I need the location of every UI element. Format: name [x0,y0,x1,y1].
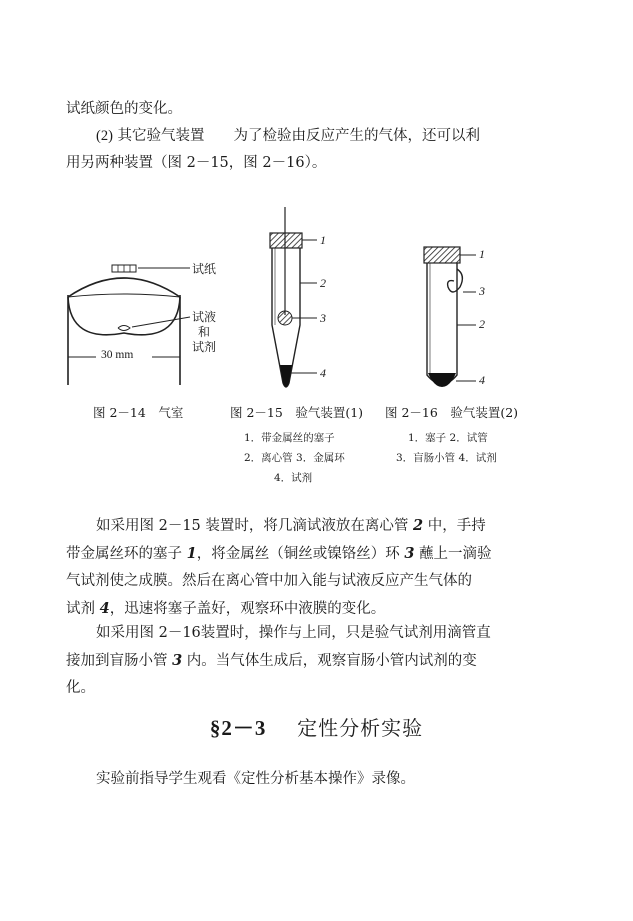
body-2-line-3: 化。 [66,680,95,696]
text: 接加到盲肠小管 [66,653,173,669]
body-1-line-4 [66,595,536,623]
fig-2-15-num-1: 1 [320,233,326,247]
fig-2-16-device [410,235,500,400]
closing-paragraph [66,766,536,793]
section-number: §2－3 [209,716,267,740]
body-paragraph-2 [66,620,536,702]
item-number: (2) [96,128,113,144]
text: 内。当气体生成后，观察盲肠小管内试剂的变 [182,653,477,669]
label-and: 和 [198,325,211,339]
text: 中，手持 [423,518,486,534]
closing-line: 实验前指导学生观看《定性分析基本操作》录像。 [96,771,415,787]
ref-pocket-3: 3 [172,652,183,669]
ref-tube-2: 2 [413,517,424,534]
text: ，迅速将塞子盖好，观察环中液膜的变化。 [109,601,386,617]
fig-2-15-num-2: 2 [320,276,326,290]
fig-2-15-device [255,205,345,400]
fig-2-14-caption: 图 2－14 气室 [93,405,184,420]
fig-2-16-num-3: 3 [479,284,485,298]
fig-2-15-legend-3: 4．试剂 [274,472,313,484]
fig-2-15-legend-1: 1．带金属丝的塞子 [244,432,335,444]
body-2-line-1: 如采用图 2－16装置时，操作与上同，只是验气试剂用滴管直 [96,625,491,641]
dimension-label: 30 mm [101,349,134,361]
body-2-line-2 [66,647,536,675]
body-paragraph-1 [66,512,536,623]
intro-line-2 [66,123,536,150]
ref-reagent-4: 4 [99,600,110,617]
text: 带金属丝环的塞子 [66,546,187,562]
fig-2-15-legend-2: 2．离心管 3．金属环 [244,452,345,464]
intro-line-3: 用另两种装置（图 2－15，图 2－16）。 [66,155,327,171]
intro-line-2-text: 其它验气装置 为了检验由反应产生的气体，还可以利 [112,128,481,144]
fig-2-16-legend-2: 3．盲肠小管 4．试剂 [396,452,497,464]
fig-2-16-num-4: 4 [479,373,485,387]
section-title: 定性分析实验 [297,716,424,740]
label-test-liquid: 试液 [192,310,217,324]
section-heading [0,712,633,742]
text: 试剂 [66,601,100,617]
fig-2-16-num-1: 1 [479,247,485,261]
fig-2-15-num-4: 4 [320,366,326,380]
body-1-line-3: 气试剂使之成膜。然后在离心管中加入能与试液反应产生气体的 [66,573,472,589]
fig-2-15-caption: 图 2－15 验气装置(1) [230,405,364,420]
text: 蘸上一滴验 [414,546,492,562]
fig-2-16-legend-1: 1．塞子 2．试管 [408,432,488,444]
body-1-line-2 [66,540,536,568]
label-test-paper: 试纸 [192,262,217,276]
body-1-line-1 [66,512,536,540]
fig-2-16-caption: 图 2－16 验气装置(2) [385,405,519,420]
fig-2-16-num-2: 2 [479,317,485,331]
ref-stopper-1: 1 [186,545,197,562]
intro-line-1: 试纸颜色的变化。 [66,101,182,117]
text: 如采用图 2－15 装置时，将几滴试液放在离心管 [96,518,414,534]
text: ，将金属丝（铜丝或镍铬丝）环 [196,546,405,562]
intro-paragraph [66,96,536,177]
fig-2-15-num-3: 3 [320,311,326,325]
ref-ring-3: 3 [404,545,415,562]
label-reagent: 试剂 [192,340,217,354]
